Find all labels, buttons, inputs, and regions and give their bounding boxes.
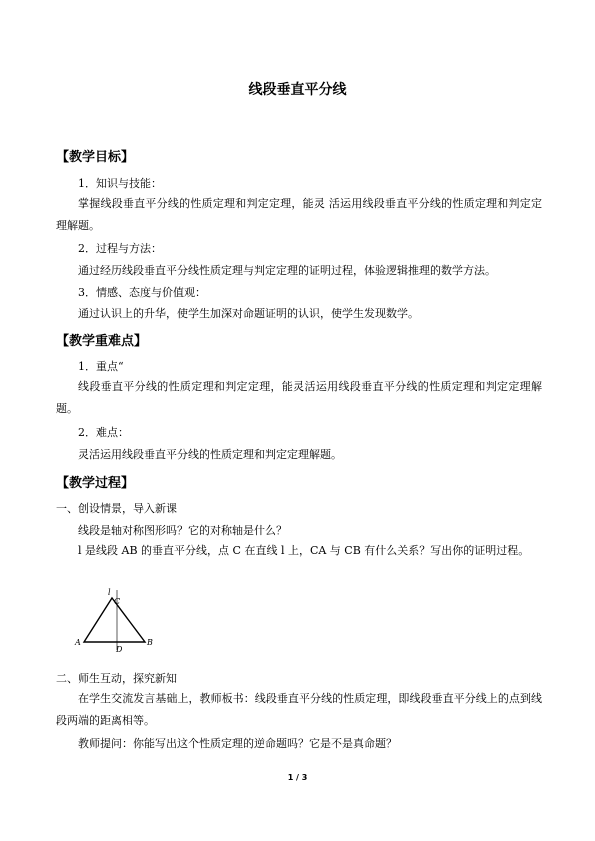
goals-item3-text: 通过认识上的升华，使学生加深对命题证明的认识，使学生发现数学。 — [78, 307, 419, 320]
process-part1-title: 一、创设情景，导入新课 — [56, 502, 177, 515]
keypoints-item2-text: 灵活运用线段垂直平分线的性质定理和判定定理解题。 — [78, 448, 342, 461]
keypoints-item2-label: 2．难点： — [78, 426, 129, 439]
section-heading-goals: 【教学目标】 — [56, 150, 135, 165]
triangle-figure — [72, 586, 162, 658]
goals-item1-text: 掌握线段垂直平分线的性质定理和判定定理，能灵 活运用线段垂直平分线的性质定理和判定定理解题。 — [56, 197, 542, 232]
label-a: A — [75, 638, 81, 647]
process-part2-title: 二、师生互动，探究新知 — [56, 672, 177, 685]
label-d: D — [116, 645, 123, 654]
label-b: B — [147, 638, 153, 647]
process-part1-question2: l 是线段 AB 的垂直平分线，点 C 在直线 l 上，CA 与 CB 有什么关系？写出你的证明过程。 — [78, 544, 530, 557]
process-part2-paragraph2: 教师提问：你能写出这个性质定理的逆命题吗？它是不是真命题？ — [78, 737, 397, 750]
keypoints-item1-text: 线段垂直平分线的性质定理和判定定理，能灵活运用线段垂直平分线的性质定理和判定定理解题。 — [56, 380, 542, 415]
label-l: l — [108, 588, 111, 597]
goals-item3-label: 3．情感、态度与价值观： — [78, 286, 206, 299]
label-c: C — [114, 597, 121, 606]
section-heading-process: 【教学过程】 — [56, 476, 135, 491]
goals-item2-label: 2．过程与方法： — [78, 242, 162, 255]
page-number: 1 / 3 — [287, 773, 308, 782]
keypoints-item1-label: 1．重点“ — [78, 360, 124, 373]
goals-item1-label: 1．知识与技能： — [78, 177, 162, 190]
goals-item2-text: 通过经历线段垂直平分线性质定理与判定定理的证明过程，体验逻辑推理的数学方法。 — [78, 264, 496, 277]
page-title: 线段垂直平分线 — [248, 82, 347, 98]
process-part2-paragraph1: 在学生交流发言基础上，教师板书：线段垂直平分线的性质定理，即线段垂直平分线上的点到线段两端的距离相等。 — [56, 692, 542, 727]
process-part1-question1: 线段是轴对称图形吗？它的对称轴是什么？ — [78, 524, 287, 537]
section-heading-keypoints: 【教学重难点】 — [56, 334, 148, 349]
